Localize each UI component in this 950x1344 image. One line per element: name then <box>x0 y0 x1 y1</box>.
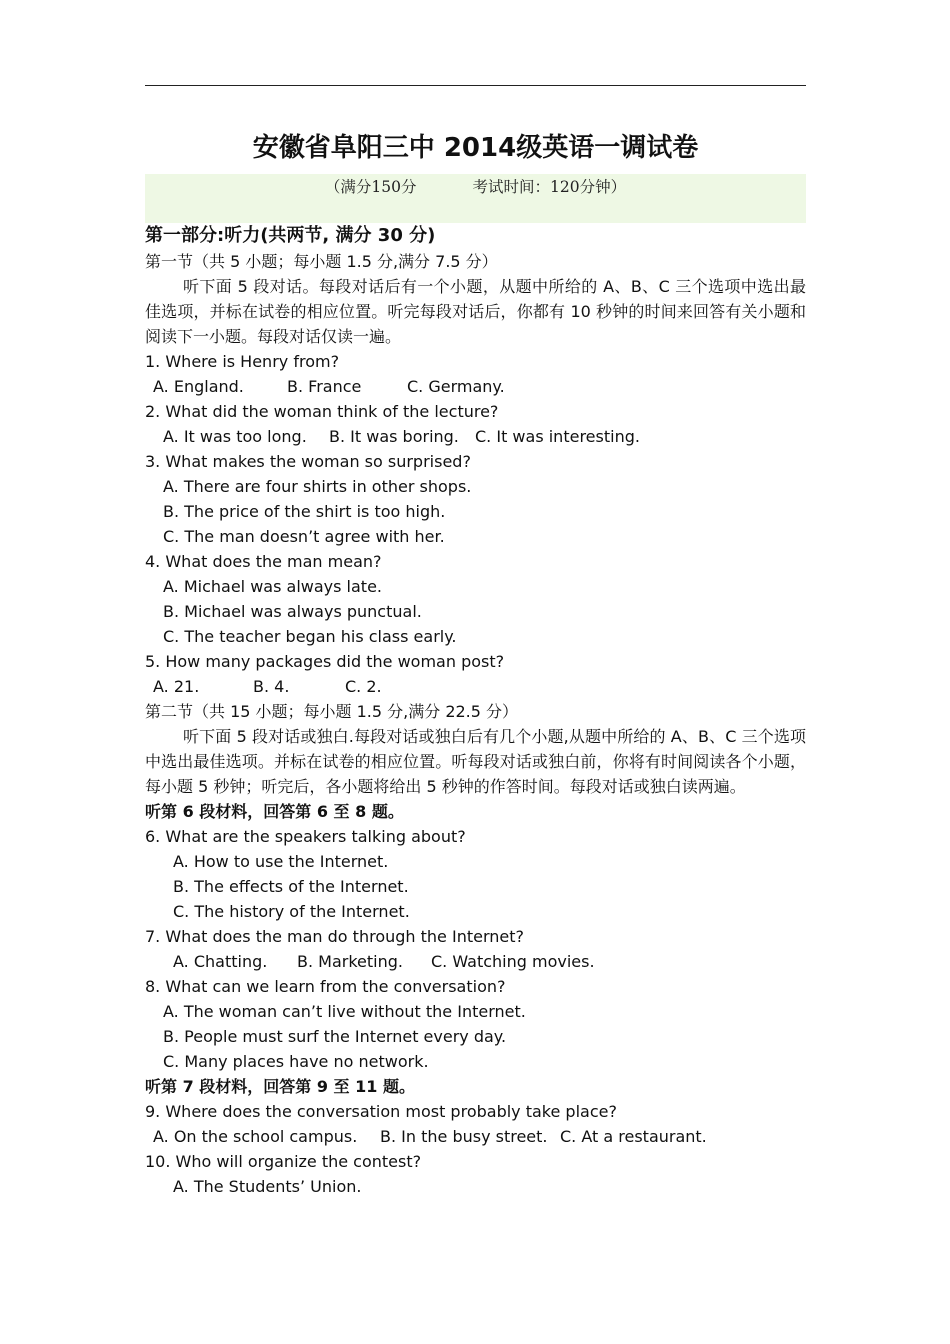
q9-option-b[interactable]: B. In the busy street. <box>380 1127 548 1146</box>
section2-heading: 第二节（共 15 小题；每小题 1.5 分,满分 22.5 分） <box>145 702 519 721</box>
q7-stem: 7. What does the man do through the Internet? <box>145 927 524 946</box>
q2-stem: 2. What did the woman think of the lecture? <box>145 402 499 421</box>
q9-option-c[interactable]: C. At a restaurant. <box>560 1127 707 1146</box>
q4-option-b[interactable]: B. Michael was always punctual. <box>163 602 422 621</box>
q2-option-b[interactable]: B. It was boring. <box>329 427 459 446</box>
exam-subtitle <box>145 176 806 198</box>
q9-options <box>145 1124 806 1149</box>
q5-option-c[interactable]: C. 2. <box>345 677 382 696</box>
q2-option-a[interactable]: A. It was too long. <box>163 427 307 446</box>
exam-body <box>145 222 806 1199</box>
q6-option-b[interactable]: B. The effects of the Internet. <box>173 877 409 896</box>
q4-option-c[interactable]: C. The teacher began his class early. <box>163 627 457 646</box>
q10-stem: 10. Who will organize the contest? <box>145 1152 422 1171</box>
part1-heading: 第一部分:听力(共两节, 满分 30 分) <box>145 225 436 246</box>
q3-option-a[interactable]: A. There are four shirts in other shops. <box>163 477 472 496</box>
q3-option-c[interactable]: C. The man doesn’t agree with her. <box>163 527 445 546</box>
q2-options <box>145 424 806 449</box>
q7-option-b[interactable]: B. Marketing. <box>297 952 403 971</box>
score-total: （满分150分 <box>324 178 417 196</box>
q6-option-a[interactable]: A. How to use the Internet. <box>173 852 389 871</box>
q9-stem: 9. Where does the conversation most probably take place? <box>145 1102 617 1121</box>
q8-option-a[interactable]: A. The woman can’t live without the Internet. <box>163 1002 526 1021</box>
material7-heading: 听第 7 段材料，回答第 9 至 11 题。 <box>145 1077 415 1096</box>
section1-instructions: 听下面 5 段对话。每段对话后有一个小题，从题中所给的 A、B、C 三个选项中选出最佳选项，并标在试卷的相应位置。听完每段对话后，你都有 10 秒钟的时间来回答有关小题和阅读下一小题。每段对话仅读一遍。 <box>145 277 806 346</box>
exam-title: 安徽省阜阳三中 2014级英语一调试卷 <box>252 133 699 163</box>
q8-option-b[interactable]: B. People must surf the Internet every day. <box>163 1027 507 1046</box>
q1-option-a[interactable]: A. England. <box>153 377 244 396</box>
q6-option-c[interactable]: C. The history of the Internet. <box>173 902 410 921</box>
q7-option-a[interactable]: A. Chatting. <box>173 952 268 971</box>
q7-options <box>145 949 806 974</box>
q8-option-c[interactable]: C. Many places have no network. <box>163 1052 429 1071</box>
header-rule <box>145 85 806 86</box>
q5-stem: 5. How many packages did the woman post? <box>145 652 505 671</box>
q3-stem: 3. What makes the woman so surprised? <box>145 452 471 471</box>
q1-option-b[interactable]: B. France <box>287 377 362 396</box>
q8-stem: 8. What can we learn from the conversation? <box>145 977 506 996</box>
q6-stem: 6. What are the speakers talking about? <box>145 827 466 846</box>
q5-option-a[interactable]: A. 21. <box>153 677 200 696</box>
section1-heading: 第一节（共 5 小题；每小题 1.5 分,满分 7.5 分） <box>145 252 498 271</box>
section2-instructions: 听下面 5 段对话或独白.每段对话或独白后有几个小题,从题中所给的 A、B、C 三个选项中选出最佳选项。并标在试卷的相应位置。听每段对话或独白前，你将有时间阅读各个小题，每小题 5 秒钟；听完后，各小题将给出 5 秒钟的作答时间。每段对话或独白读两遍。 <box>145 727 806 796</box>
q5-option-b[interactable]: B. 4. <box>253 677 290 696</box>
q1-stem: 1. Where is Henry from? <box>145 352 340 371</box>
q5-options <box>145 674 806 699</box>
exam-time: 考试时间：120分钟） <box>472 178 627 196</box>
q4-option-a[interactable]: A. Michael was always late. <box>163 577 382 596</box>
q9-option-a[interactable]: A. On the school campus. <box>153 1127 358 1146</box>
material6-heading: 听第 6 段材料，回答第 6 至 8 题。 <box>145 802 404 821</box>
q10-option-a[interactable]: A. The Students’ Union. <box>173 1177 362 1196</box>
q2-option-c[interactable]: C. It was interesting. <box>475 427 640 446</box>
q1-options <box>145 374 806 399</box>
q7-option-c[interactable]: C. Watching movies. <box>431 952 595 971</box>
q1-option-c[interactable]: C. Germany. <box>407 377 505 396</box>
q3-option-b[interactable]: B. The price of the shirt is too high. <box>163 502 446 521</box>
q4-stem: 4. What does the man mean? <box>145 552 382 571</box>
